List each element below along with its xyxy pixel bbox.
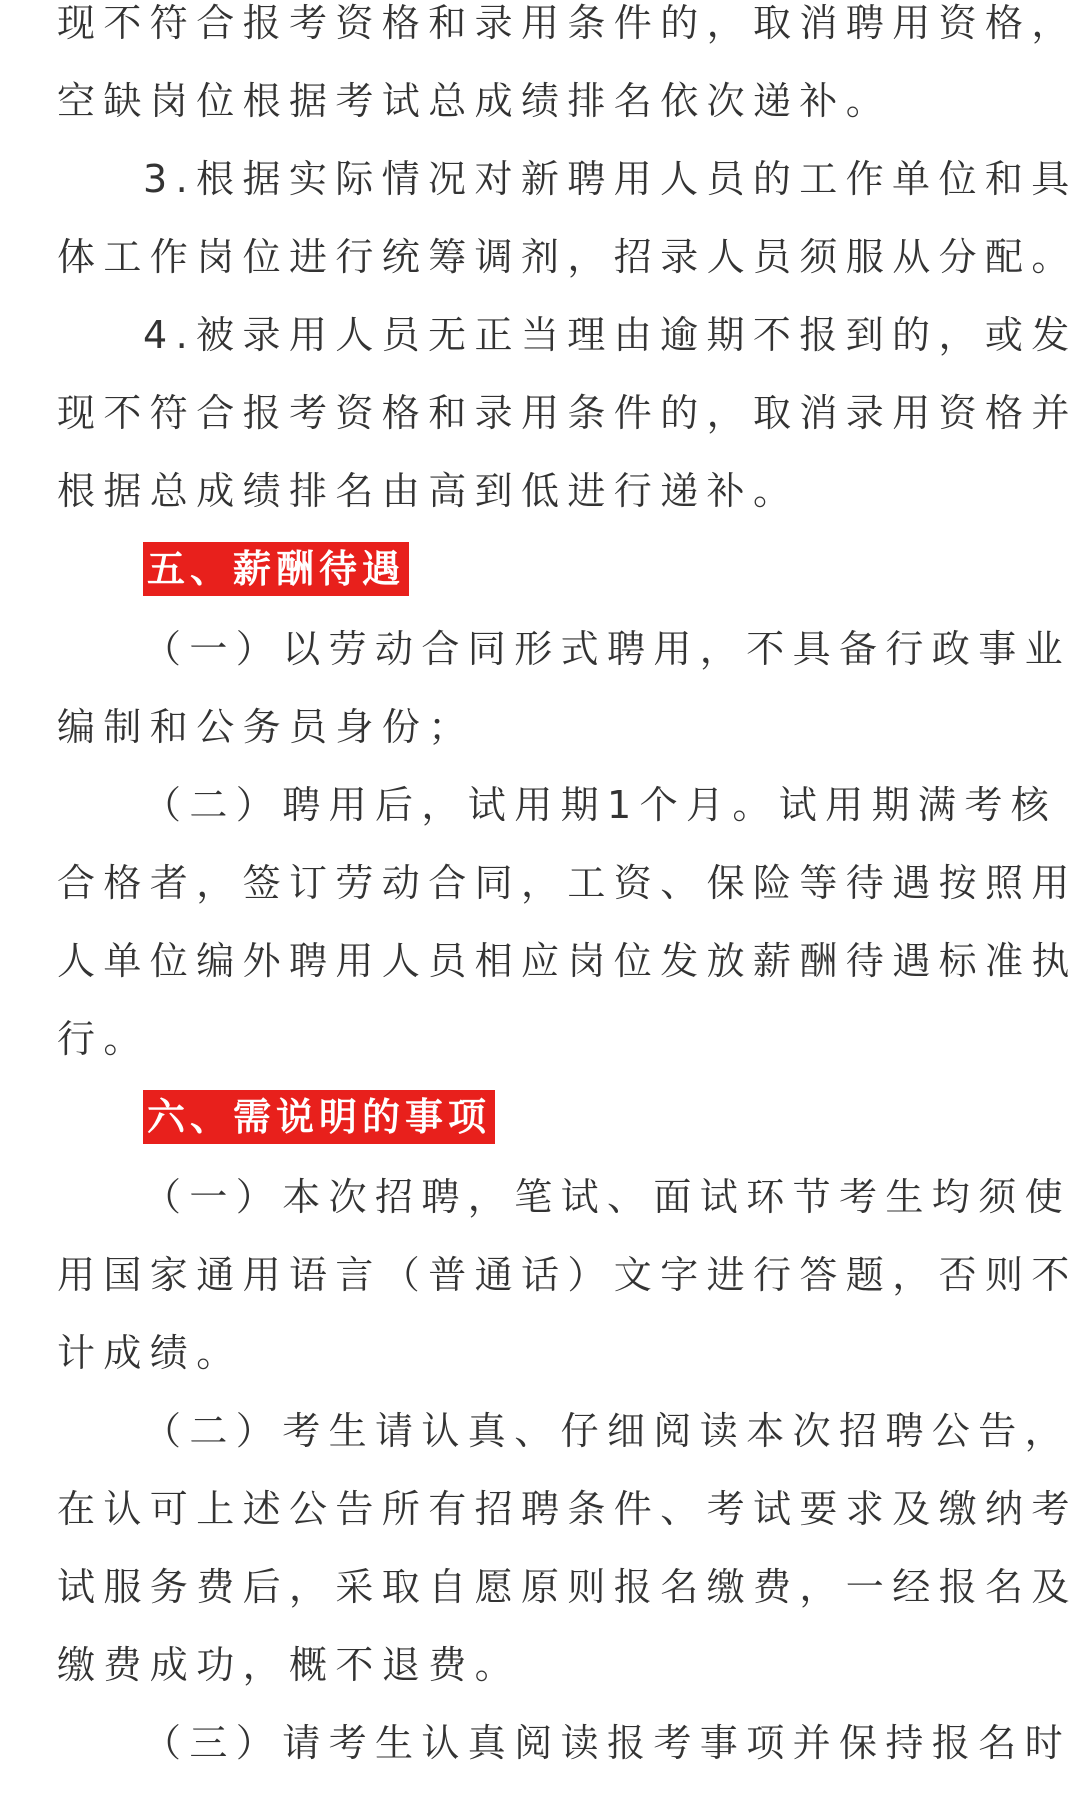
paragraph-line: 用国家通用语言（普通话）文字进行答题，否则不 [57,1253,1078,1297]
paragraph-line: （一）以劳动合同形式聘用，不具备行政事业 [143,627,1072,671]
paragraph-line: 试服务费后，采取自愿原则报名缴费，一经报名及 [57,1565,1078,1609]
section-heading-notes: 六、需说明的事项 [143,1090,495,1144]
paragraph-line: 合格者，签订劳动合同，工资、保险等待遇按照用 [57,861,1078,905]
section-heading-salary: 五、薪酬待遇 [143,542,409,596]
paragraph-line: 在认可上述公告所有招聘条件、考试要求及缴纳考 [57,1487,1078,1531]
paragraph-line: 编制和公务员身份； [57,705,475,749]
paragraph-line: 行。 [57,1017,150,1061]
paragraph-line: 人单位编外聘用人员相应岗位发放薪酬待遇标准执 [57,939,1078,983]
paragraph-line: 现不符合报考资格和录用条件的，取消录用资格并 [57,391,1078,435]
paragraph-line: 体工作岗位进行统筹调剂，招录人员须服从分配。 [57,235,1078,279]
paragraph-line: 根据总成绩排名由高到低进行递补。 [57,469,800,513]
paragraph-line: 缴费成功，概不退费。 [57,1643,522,1687]
paragraph-line: （三）请考生认真阅读报考事项并保持报名时 [143,1721,1072,1765]
paragraph-line: 空缺岗位根据考试总成绩排名依次递补。 [57,79,893,123]
paragraph-line: 现不符合报考资格和录用条件的，取消聘用资格， [57,1,1078,45]
paragraph-line: （二）聘用后，试用期1个月。试用期满考核 [143,783,1058,827]
paragraph-line: （二）考生请认真、仔细阅读本次招聘公告， [143,1409,1072,1453]
paragraph-line: 4.被录用人员无正当理由逾期不报到的，或发 [143,313,1078,357]
paragraph-line: 计成绩。 [57,1331,243,1375]
paragraph-line: （一）本次招聘，笔试、面试环节考生均须使 [143,1175,1072,1219]
paragraph-line: 3.根据实际情况对新聘用人员的工作单位和具 [143,157,1078,201]
